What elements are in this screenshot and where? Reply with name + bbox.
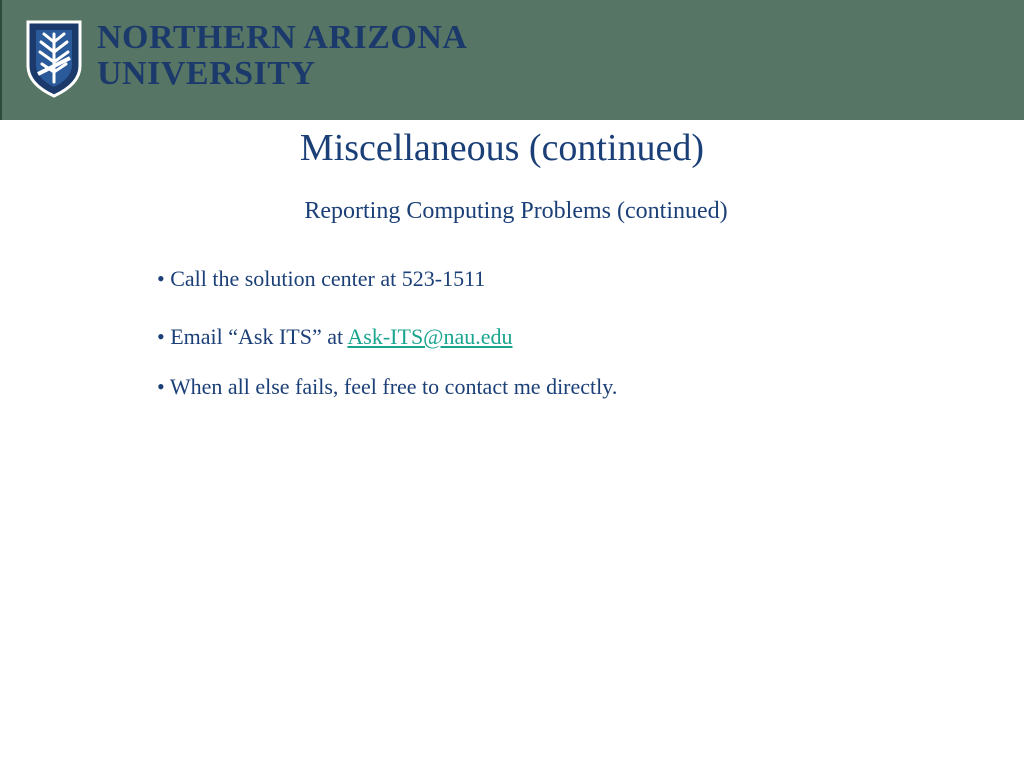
bullet-email-ask-its (157, 322, 512, 352)
bullet-text: Email “Ask ITS” at (170, 324, 344, 349)
bullet-dot: • (157, 324, 165, 349)
slide-subtitle: Reporting Computing Problems (continued) (304, 198, 728, 224)
bullet-dot: • (157, 374, 165, 399)
wordmark-line-2: UNIVERSITY (97, 55, 316, 92)
bullet-call-solution-center (157, 264, 485, 294)
bullet-text: Call the solution center at 523-1511 (170, 266, 486, 291)
bullet-contact-directly (157, 372, 617, 402)
bullet-text: When all else fails, feel free to contact me directly. (169, 374, 618, 399)
ask-its-email-link[interactable]: Ask-ITS@nau.edu (347, 324, 513, 349)
slide-title: Miscellaneous (continued) (299, 127, 705, 169)
header-banner (0, 0, 1024, 120)
university-wordmark (97, 20, 467, 92)
wordmark-line-1: NORTHERN ARIZONA (97, 19, 468, 56)
nau-shield-logo-icon (24, 18, 84, 98)
bullet-dot: • (157, 266, 165, 291)
